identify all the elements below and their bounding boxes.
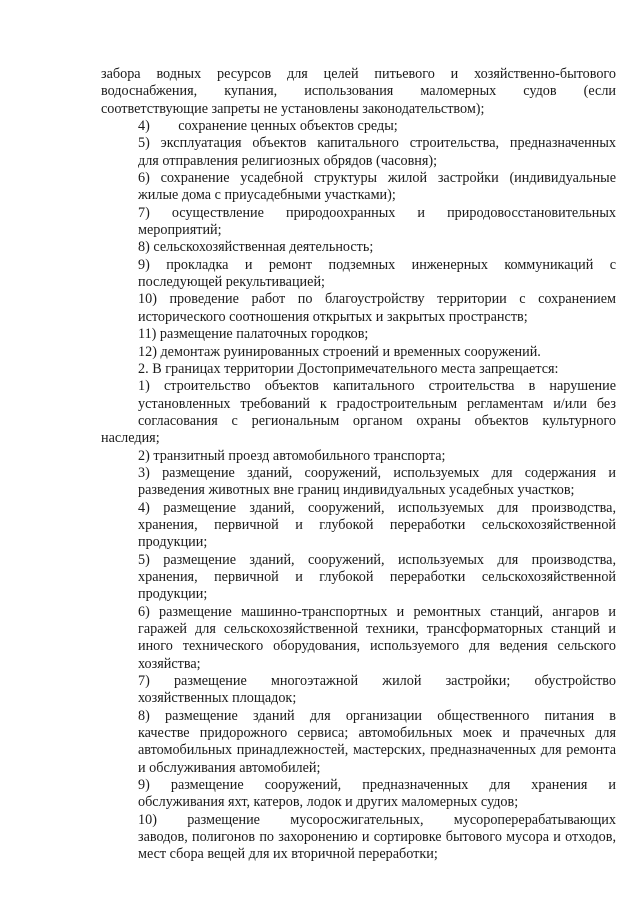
text-line: мероприятий; (138, 222, 222, 239)
text-line: 2) транзитный проезд автомобильного транспорта; (138, 447, 446, 464)
paragraph-p10 (101, 361, 616, 378)
text-line: 12) демонтаж руинированных строений и временных сооружений. (138, 343, 541, 360)
text-line: 7) размещение многоэтажной жилой застройки; обустройство (138, 673, 616, 690)
paragraph-p12 (101, 448, 616, 465)
text-line: хранения, первичной и глубокой переработки сельскохозяйственной (138, 568, 616, 585)
text-line: 6) размещение машинно-транспортных и ремонтных станций, ангаров и (138, 603, 616, 620)
text-line: 9) прокладка и ремонт подземных инженерных коммуникаций с (138, 256, 616, 273)
text-line: 7) осуществление природоохранных и природовосстановительных (138, 204, 616, 221)
paragraph-p17 (101, 673, 616, 708)
text-line: установленных требований к градостроительным регламентам и/или без (138, 395, 616, 412)
paragraph-p15 (101, 552, 616, 604)
text-line: 9) размещение сооружений, предназначенных для хранения и (138, 777, 616, 794)
text-line: забора водных ресурсов для целей питьевого и хозяйственно-бытового (101, 66, 616, 82)
paragraph-p18 (101, 708, 616, 777)
text-line: и обслуживания автомобилей; (138, 759, 321, 776)
paragraph-p14 (101, 500, 616, 552)
text-line: разведения животных вне границ индивидуальных усадебных участков; (138, 482, 575, 499)
paragraph-p0 (101, 66, 616, 118)
text-line: последующей рекультивацией; (138, 274, 325, 291)
text-line: продукции; (138, 534, 208, 551)
text-line: 4) сохранение ценных объектов среды; (138, 118, 398, 135)
paragraph-p11 (101, 378, 616, 447)
paragraph-p7 (101, 291, 616, 326)
text-line: заводов, полигонов по захоронению и сортировке бытового мусора и отходов, (138, 829, 616, 846)
text-line: 6) сохранение усадебной структуры жилой застройки (индивидуальные (138, 170, 616, 187)
text-line: мест сбора вещей для их вторичной переработки; (138, 846, 438, 863)
text-line: хозяйственных площадок; (138, 690, 297, 707)
paragraph-p19 (101, 777, 616, 812)
text-line: согласования с региональным органом охраны объектов культурного наследия; (101, 412, 616, 447)
text-line: гаражей для сельскохозяйственной техники, трансформаторных станций и (138, 621, 616, 637)
paragraph-p9 (101, 344, 616, 361)
paragraph-p6 (101, 257, 616, 292)
text-line: обслуживания яхт, катеров, лодок и других маломерных судов; (138, 794, 519, 811)
text-line: 11) размещение палаточных городков; (138, 326, 369, 343)
text-line: 8) сельскохозяйственная деятельность; (138, 239, 374, 256)
text-line: жилые дома с приусадебными участками); (138, 187, 396, 204)
text-line: для отправления религиозных обрядов (часовня); (138, 152, 438, 169)
paragraph-p16 (101, 604, 616, 673)
text-line: 2. В границах территории Достопримечательного места запрещается: (138, 360, 559, 377)
text-line: 4) размещение зданий, сооружений, используемых для производства, (138, 499, 616, 516)
text-line: продукции; (138, 586, 208, 603)
paragraph-p3 (101, 170, 616, 205)
text-line: 5) эксплуатация объектов капитального строительства, предназначенных (138, 135, 616, 152)
text-line: 5) размещение зданий, сооружений, используемых для производства, (138, 551, 616, 568)
text-line: хранения, первичной и глубокой переработки сельскохозяйственной (138, 516, 616, 533)
text-line: 10) проведение работ по благоустройству территории с сохранением (138, 291, 616, 308)
document-page (101, 66, 616, 864)
text-line: хозяйства; (138, 655, 201, 672)
text-line: качестве придорожного сервиса; автомобильных моек и прачечных для (138, 725, 616, 742)
paragraph-p8 (101, 326, 616, 343)
paragraph-p5 (101, 239, 616, 256)
text-line: автомобильных принадлежностей, мастерских, предназначенных для ремонта (138, 742, 616, 759)
paragraph-p20 (101, 812, 616, 864)
text-line: водоснабжения, купания, использования маломерных судов (если (101, 83, 616, 100)
text-line: соответствующие запреты не установлены законодательством); (101, 100, 485, 117)
paragraph-p4 (101, 205, 616, 240)
paragraph-p13 (101, 465, 616, 500)
text-line: 3) размещение зданий, сооружений, используемых для содержания и (138, 464, 616, 481)
text-line: иного технического оборудования, используемого для ведения сельского (138, 638, 616, 655)
text-line: исторического соотношения открытых и закрытых пространств; (138, 308, 528, 325)
paragraph-p2 (101, 135, 616, 170)
text-line: 10) размещение мусоросжигательных, мусороперерабатывающих (138, 811, 616, 828)
text-line: 1) строительство объектов капитального строительства в нарушение (138, 378, 616, 395)
text-line: 8) размещение зданий для организации общественного питания в (138, 707, 616, 724)
paragraph-p1 (101, 118, 616, 135)
